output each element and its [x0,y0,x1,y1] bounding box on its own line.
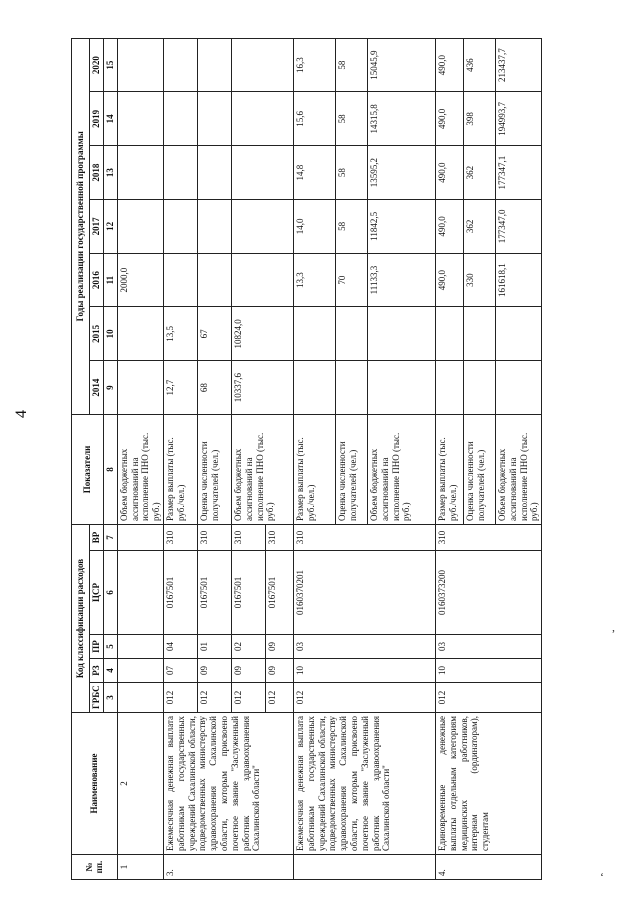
pr-cell: 04 [163,635,197,659]
value-cell: 58 [335,146,367,200]
pr-cell: 03 [435,635,541,659]
csr-cell: 0167501 [197,551,231,635]
value-cell: 16,3 [293,38,335,92]
grbs-cell: 012 [231,683,265,713]
pr-cell: 01 [197,635,231,659]
csr-cell: 0167501 [163,551,197,635]
header-years-group: Годы реализации государственной программы [72,38,90,414]
header-csr: ЦСР [90,551,104,635]
value-cell: 14,8 [293,146,335,200]
value-cell [163,92,197,146]
value-cell [463,307,495,361]
value-cell [231,92,293,146]
value-cell [163,146,197,200]
row-number: 4. [435,855,541,880]
pr-cell: 03 [293,635,435,659]
value-cell: 330 [463,253,495,307]
budget-table [71,38,542,880]
pr-cell: 09 [265,635,293,659]
scan-mark: ‘ [600,870,604,884]
row-number: 3. [163,855,293,880]
value-cell [231,146,293,200]
value-cell [335,361,367,415]
col-number: 5 [104,635,118,659]
value-cell: 490,0 [435,38,463,92]
value-cell [117,199,163,253]
value-cell: 362 [463,199,495,253]
header-num: № пп. [72,855,118,880]
header-rz: РЗ [90,659,104,683]
value-cell: 14,0 [293,199,335,253]
value-cell: 58 [335,92,367,146]
header-pr: ПР [90,635,104,659]
value-cell: 161618,1 [495,253,541,307]
rz-cell: 09 [197,659,231,683]
header-grbs: ГРБС [90,683,104,713]
page-number: 4 [13,410,30,418]
value-cell: 67 [197,307,231,361]
value-cell: 10824,0 [231,307,293,361]
value-cell [197,38,231,92]
value-cell: 436 [463,38,495,92]
indicator-cell: Размер выплаты (тыс. руб./чел.) [293,414,335,524]
vr-cell: 310 [197,524,231,550]
value-cell [231,253,293,307]
rz-cell: 09 [231,659,265,683]
row-number [293,855,435,880]
value-cell: 213437,7 [495,38,541,92]
value-cell: 15,6 [293,92,335,146]
header-year: 2019 [90,92,104,146]
csr-cell: 0167501 [231,551,265,635]
rz-cell: 10 [435,659,541,683]
value-cell [335,307,367,361]
value-cell [163,253,197,307]
value-cell: 68 [197,361,231,415]
indicator-cell: Оценка численности получателей (чел.) [197,414,231,524]
item-name: Ежемесячная денежная выплата работникам государственных учреждений Сахалинской области, подведомственных министерству здравоохранения Сахалинской области, которым присвоено почетное звание "Заслуженный работник здравоохранения Сахалинской области" [293,713,435,855]
col-number: 14 [104,92,118,146]
value-cell [293,307,335,361]
header-vr: ВР [90,524,104,550]
indicator-cell: Оценка численности получателей (чел.) [335,414,367,524]
csr-cell: 0167501 [265,551,293,635]
value-cell: 13,5 [163,307,197,361]
col-number: 4 [104,659,118,683]
value-cell: 58 [335,38,367,92]
col-number: 1 [117,855,163,880]
value-cell [117,361,163,415]
header-year: 2015 [90,307,104,361]
value-cell: 177347,0 [495,199,541,253]
value-cell: 70 [335,253,367,307]
value-cell [435,361,463,415]
indicator-cell: Объем бюджетных ассигнований на исполнение ПНО (тыс. руб.) [117,414,163,524]
col-number: 6 [104,551,118,635]
col-number: 13 [104,146,118,200]
col-number: 10 [104,307,118,361]
rz-cell: 07 [163,659,197,683]
value-cell [197,92,231,146]
value-cell [367,307,435,361]
item-name: Ежемесячная денежная выплата работникам государственных учреждений Сахалинской области, подведомственных министерству здравоохранения Сахалинской области, которым присвоено почетное звание "Заслуженный работник здравоохранения Сахалинской области" [163,713,293,855]
value-cell [293,361,335,415]
col-number: 12 [104,199,118,253]
value-cell: 490,0 [435,92,463,146]
value-cell: 15045,9 [367,38,435,92]
header-year: 2014 [90,361,104,415]
value-cell [117,307,163,361]
vr-cell: 310 [435,524,541,550]
indicator-cell: Размер выплаты (тыс. руб./чел.) [163,414,197,524]
rz-cell: 09 [265,659,293,683]
csr-cell: 0160373200 [435,551,541,635]
value-cell: 490,0 [435,199,463,253]
indicator-cell: Оценка численности получателей (чел.) [463,414,495,524]
value-cell [117,146,163,200]
grbs-cell: 012 [293,683,435,713]
value-cell: 490,0 [435,146,463,200]
value-cell: 194993,7 [495,92,541,146]
value-cell: 58 [335,199,367,253]
value-cell [197,253,231,307]
grbs-cell: 012 [435,683,541,713]
value-cell: 398 [463,92,495,146]
value-cell [197,199,231,253]
value-cell [117,92,163,146]
value-cell: 2000,0 [117,253,163,307]
value-cell: 13,3 [293,253,335,307]
value-cell [435,307,463,361]
value-cell [231,38,293,92]
value-cell [117,38,163,92]
vr-cell: 310 [231,524,265,550]
header-year: 2018 [90,146,104,200]
value-cell [495,307,541,361]
value-cell: 177347,1 [495,146,541,200]
indicator-cell: Объем бюджетных ассигнований на исполнение ПНО (тыс. руб.) [495,414,541,524]
grbs-cell: 012 [163,683,197,713]
item-name: Единовременные денежные выплаты отдельным категориям медицинских работников, интернам (ординаторам), студентам [435,713,541,855]
grbs-cell: 012 [265,683,293,713]
col-number: 15 [104,38,118,92]
indicator-cell: Объем бюджетных ассигнований на исполнение ПНО (тыс. руб.) [231,414,293,524]
col-number: 9 [104,361,118,415]
col-number: 11 [104,253,118,307]
value-cell: 12,7 [163,361,197,415]
col-number: 8 [104,414,118,524]
header-name: Наименование [72,713,118,855]
value-cell [163,199,197,253]
value-cell: 10337,6 [231,361,293,415]
header-year: 2017 [90,199,104,253]
value-cell [231,199,293,253]
rz-cell: 10 [293,659,435,683]
value-cell: 11133,3 [367,253,435,307]
value-cell [197,146,231,200]
value-cell: 362 [463,146,495,200]
pr-cell: 02 [231,635,265,659]
value-cell [463,361,495,415]
header-year: 2020 [90,38,104,92]
value-cell: 11842,5 [367,199,435,253]
indicator-cell: Объем бюджетных ассигнований на исполнение ПНО (тыс. руб.) [367,414,435,524]
header-indicators: Показатели [72,414,104,524]
vr-cell: 310 [265,524,293,550]
vr-cell: 310 [163,524,197,550]
header-year: 2016 [90,253,104,307]
value-cell [495,361,541,415]
col-number: 7 [104,524,118,550]
scan-mark: , [612,620,615,634]
col-number: 3 [104,683,118,713]
value-cell: 490,0 [435,253,463,307]
col-number: 2 [117,713,163,855]
value-cell: 13595,2 [367,146,435,200]
rotated-table-wrapper [71,45,640,880]
vr-cell: 310 [293,524,435,550]
grbs-cell: 012 [197,683,231,713]
indicator-cell: Размер выплаты (тыс. руб./чел.) [435,414,463,524]
value-cell [163,38,197,92]
value-cell [367,361,435,415]
header-code-group: Код классификации расходов [72,524,90,712]
csr-cell: 0160370201 [293,551,435,635]
value-cell: 14315,8 [367,92,435,146]
